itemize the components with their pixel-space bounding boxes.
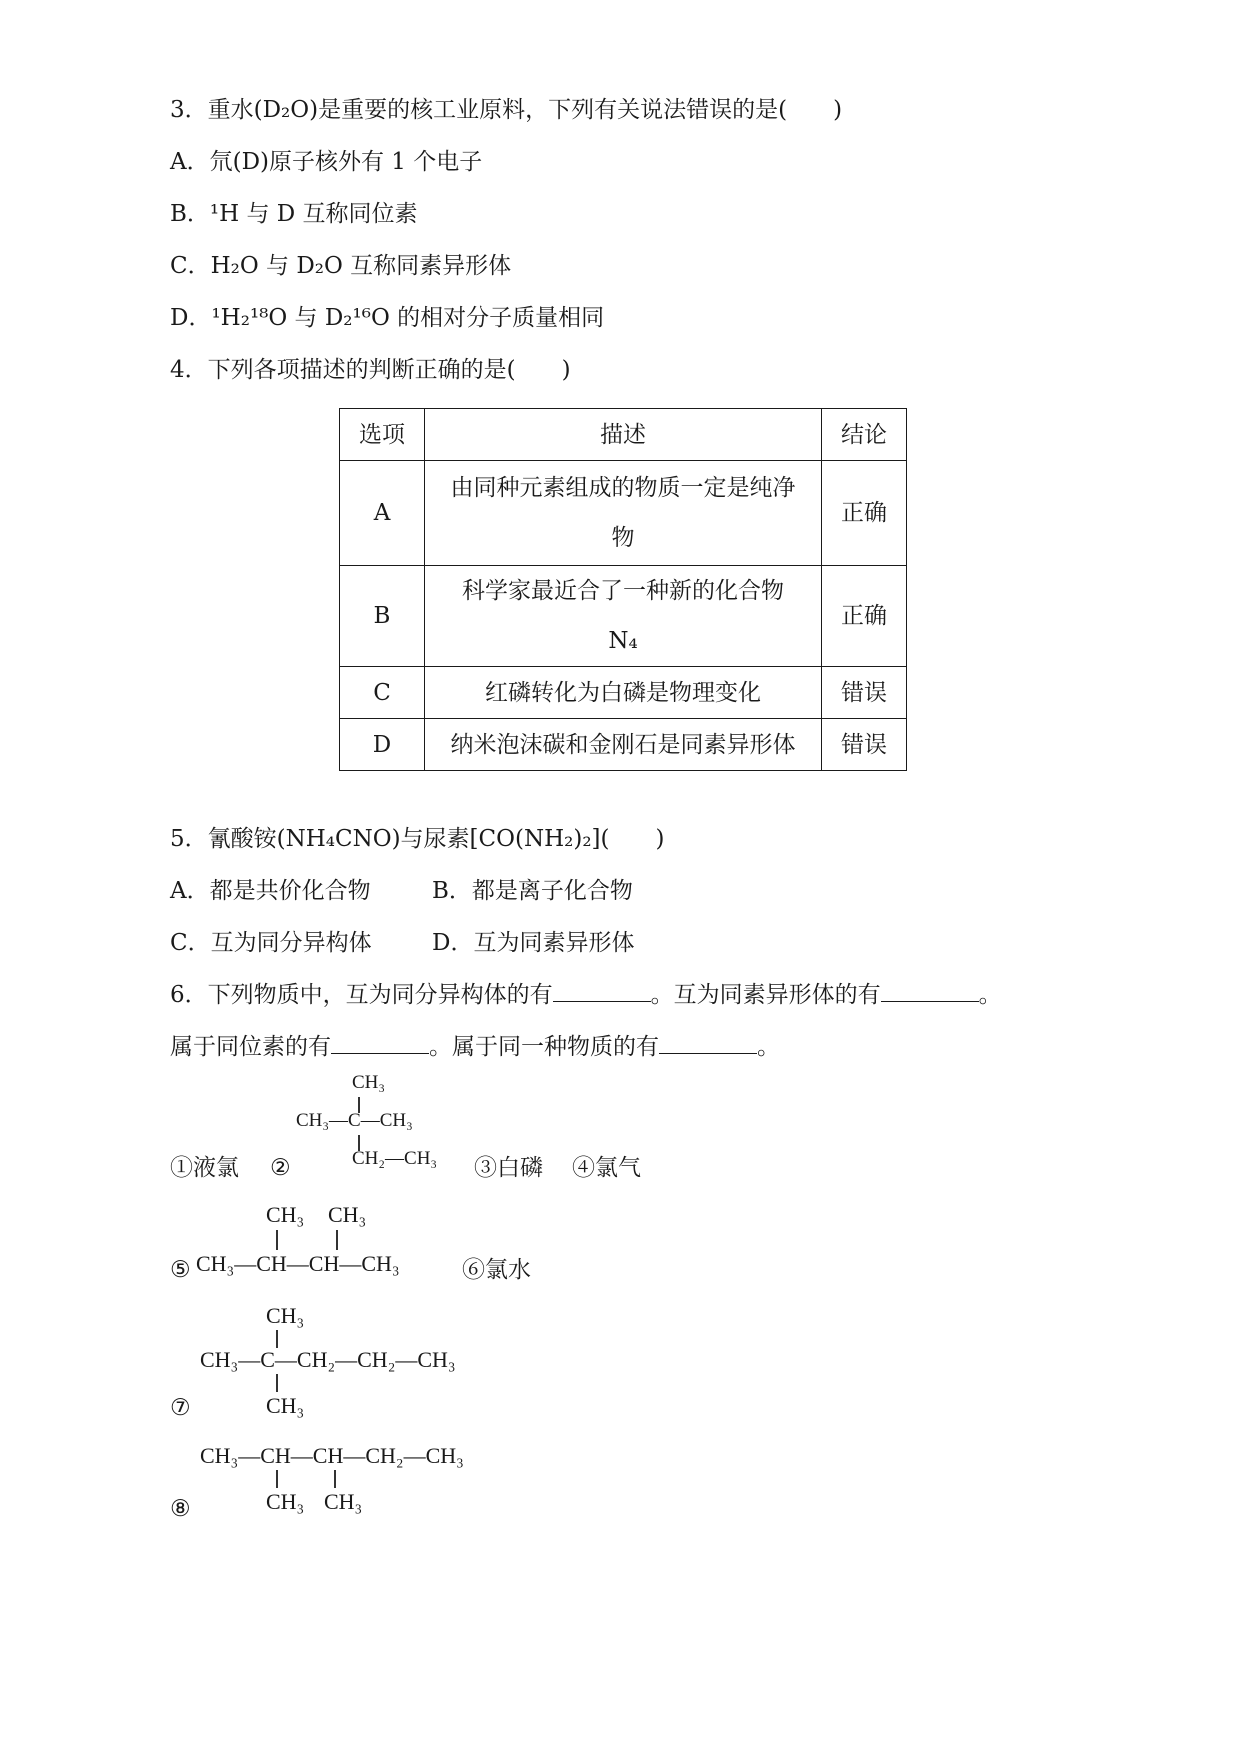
header-description: 描述 [425,409,822,461]
allotrope-blank[interactable] [881,981,979,1002]
table-row [340,667,907,719]
q3-option-a[interactable]: A．氘(D)原子核外有 1 个电子 [170,149,483,175]
q5-stem: 5．氰酸铵(NH₄CNO)与尿素[CO(NH₂)₂]( ) [170,826,665,852]
s2-main: CH₃—C—CH₃ [296,1110,413,1131]
q6-text: 。 [978,982,1002,1008]
s2-bottom: CH₂—CH₃ [352,1148,438,1169]
bond-line [276,1330,278,1348]
desc-line: 物 [611,525,635,551]
row-description [425,461,822,566]
row-result: 正确 [822,566,907,667]
s7-main: CH₃—C—CH₂—CH₂—CH₃ [200,1347,456,1372]
desc-line: 科学家最近合了一种新的化合物 [462,578,784,604]
row-result: 正确 [822,461,907,566]
item-1: ①液氯 [170,1155,239,1181]
row-description [425,566,822,667]
q6-line1 [170,980,1002,1010]
row-result: 错误 [822,667,907,719]
header-option: 选项 [340,409,425,461]
isotope-blank[interactable] [331,1033,429,1054]
q6-text: 。互为同素异形体的有 [650,982,881,1008]
row-description: 纳米泡沫碳和金刚石是同素异形体 [425,719,822,771]
q4-stem: 4．下列各项描述的判断正确的是( ) [170,357,571,383]
row-description: 红磷转化为白磷是物理变化 [425,667,822,719]
q3-option-b[interactable]: B．¹H 与 D 互称同位素 [170,201,418,227]
q6-text: 。 [757,1034,780,1060]
table-row [340,719,907,771]
s5-top-1: CH₃ [266,1202,305,1227]
s5-top-2: CH₃ [328,1202,367,1227]
q5-option-c[interactable]: C．互为同分异构体 [170,930,372,956]
q6-text: 属于同位素的有 [170,1034,331,1060]
q3-stem: 3．重水(D₂O)是重要的核工业原料，下列有关说法错误的是( ) [170,97,843,123]
desc-line: N₄ [608,628,638,654]
row-option: A [340,461,425,566]
q5-option-b[interactable]: B．都是离子化合物 [432,878,633,904]
row-option: D [340,719,425,771]
row-option: B [340,566,425,667]
s8-main: CH₃—CH—CH—CH₂—CH₃ [200,1443,464,1468]
same-substance-blank[interactable] [659,1033,757,1054]
item-4: ④氯气 [572,1155,641,1181]
row-option: C [340,667,425,719]
bond-line [276,1470,278,1488]
bond-line [334,1470,336,1488]
item-7: ⑦ [170,1395,191,1421]
table-row [340,566,907,667]
table-row [340,461,907,566]
q6-line2 [170,1032,780,1062]
bond-line [336,1230,338,1250]
item-5: ⑤ [170,1257,191,1283]
header-result: 结论 [822,409,907,461]
s7-bottom: CH₃ [266,1393,305,1418]
item-2: ② [270,1155,291,1181]
s7-top: CH₃ [266,1303,305,1328]
table-header-row [340,409,907,461]
isomer-blank[interactable] [553,981,651,1002]
bond-line [276,1230,278,1250]
q6-text: 。属于同一种物质的有 [429,1034,659,1060]
q4-table [339,408,907,771]
q6-text: 6．下列物质中，互为同分异构体的有 [170,982,553,1008]
q5-option-a[interactable]: A．都是共价化合物 [170,878,371,904]
s8-bottom-2: CH₃ [324,1489,363,1514]
row-result: 错误 [822,719,907,771]
q5-option-d[interactable]: D．互为同素异形体 [432,930,635,956]
item-6: ⑥氯水 [462,1257,531,1283]
s2-top: CH₃ [352,1072,386,1093]
item-3: ③白磷 [474,1155,543,1181]
desc-line: 由同种元素组成的物质一定是纯净 [450,475,796,501]
s5-main: CH₃—CH—CH—CH₃ [196,1251,400,1276]
bond-line [276,1374,278,1392]
s8-bottom-1: CH₃ [266,1489,305,1514]
item-8: ⑧ [170,1496,191,1522]
q3-option-d[interactable]: D．¹H₂¹⁸O 与 D₂¹⁶O 的相对分子质量相同 [170,305,605,331]
q3-option-c[interactable]: C．H₂O 与 D₂O 互称同素异形体 [170,253,512,279]
